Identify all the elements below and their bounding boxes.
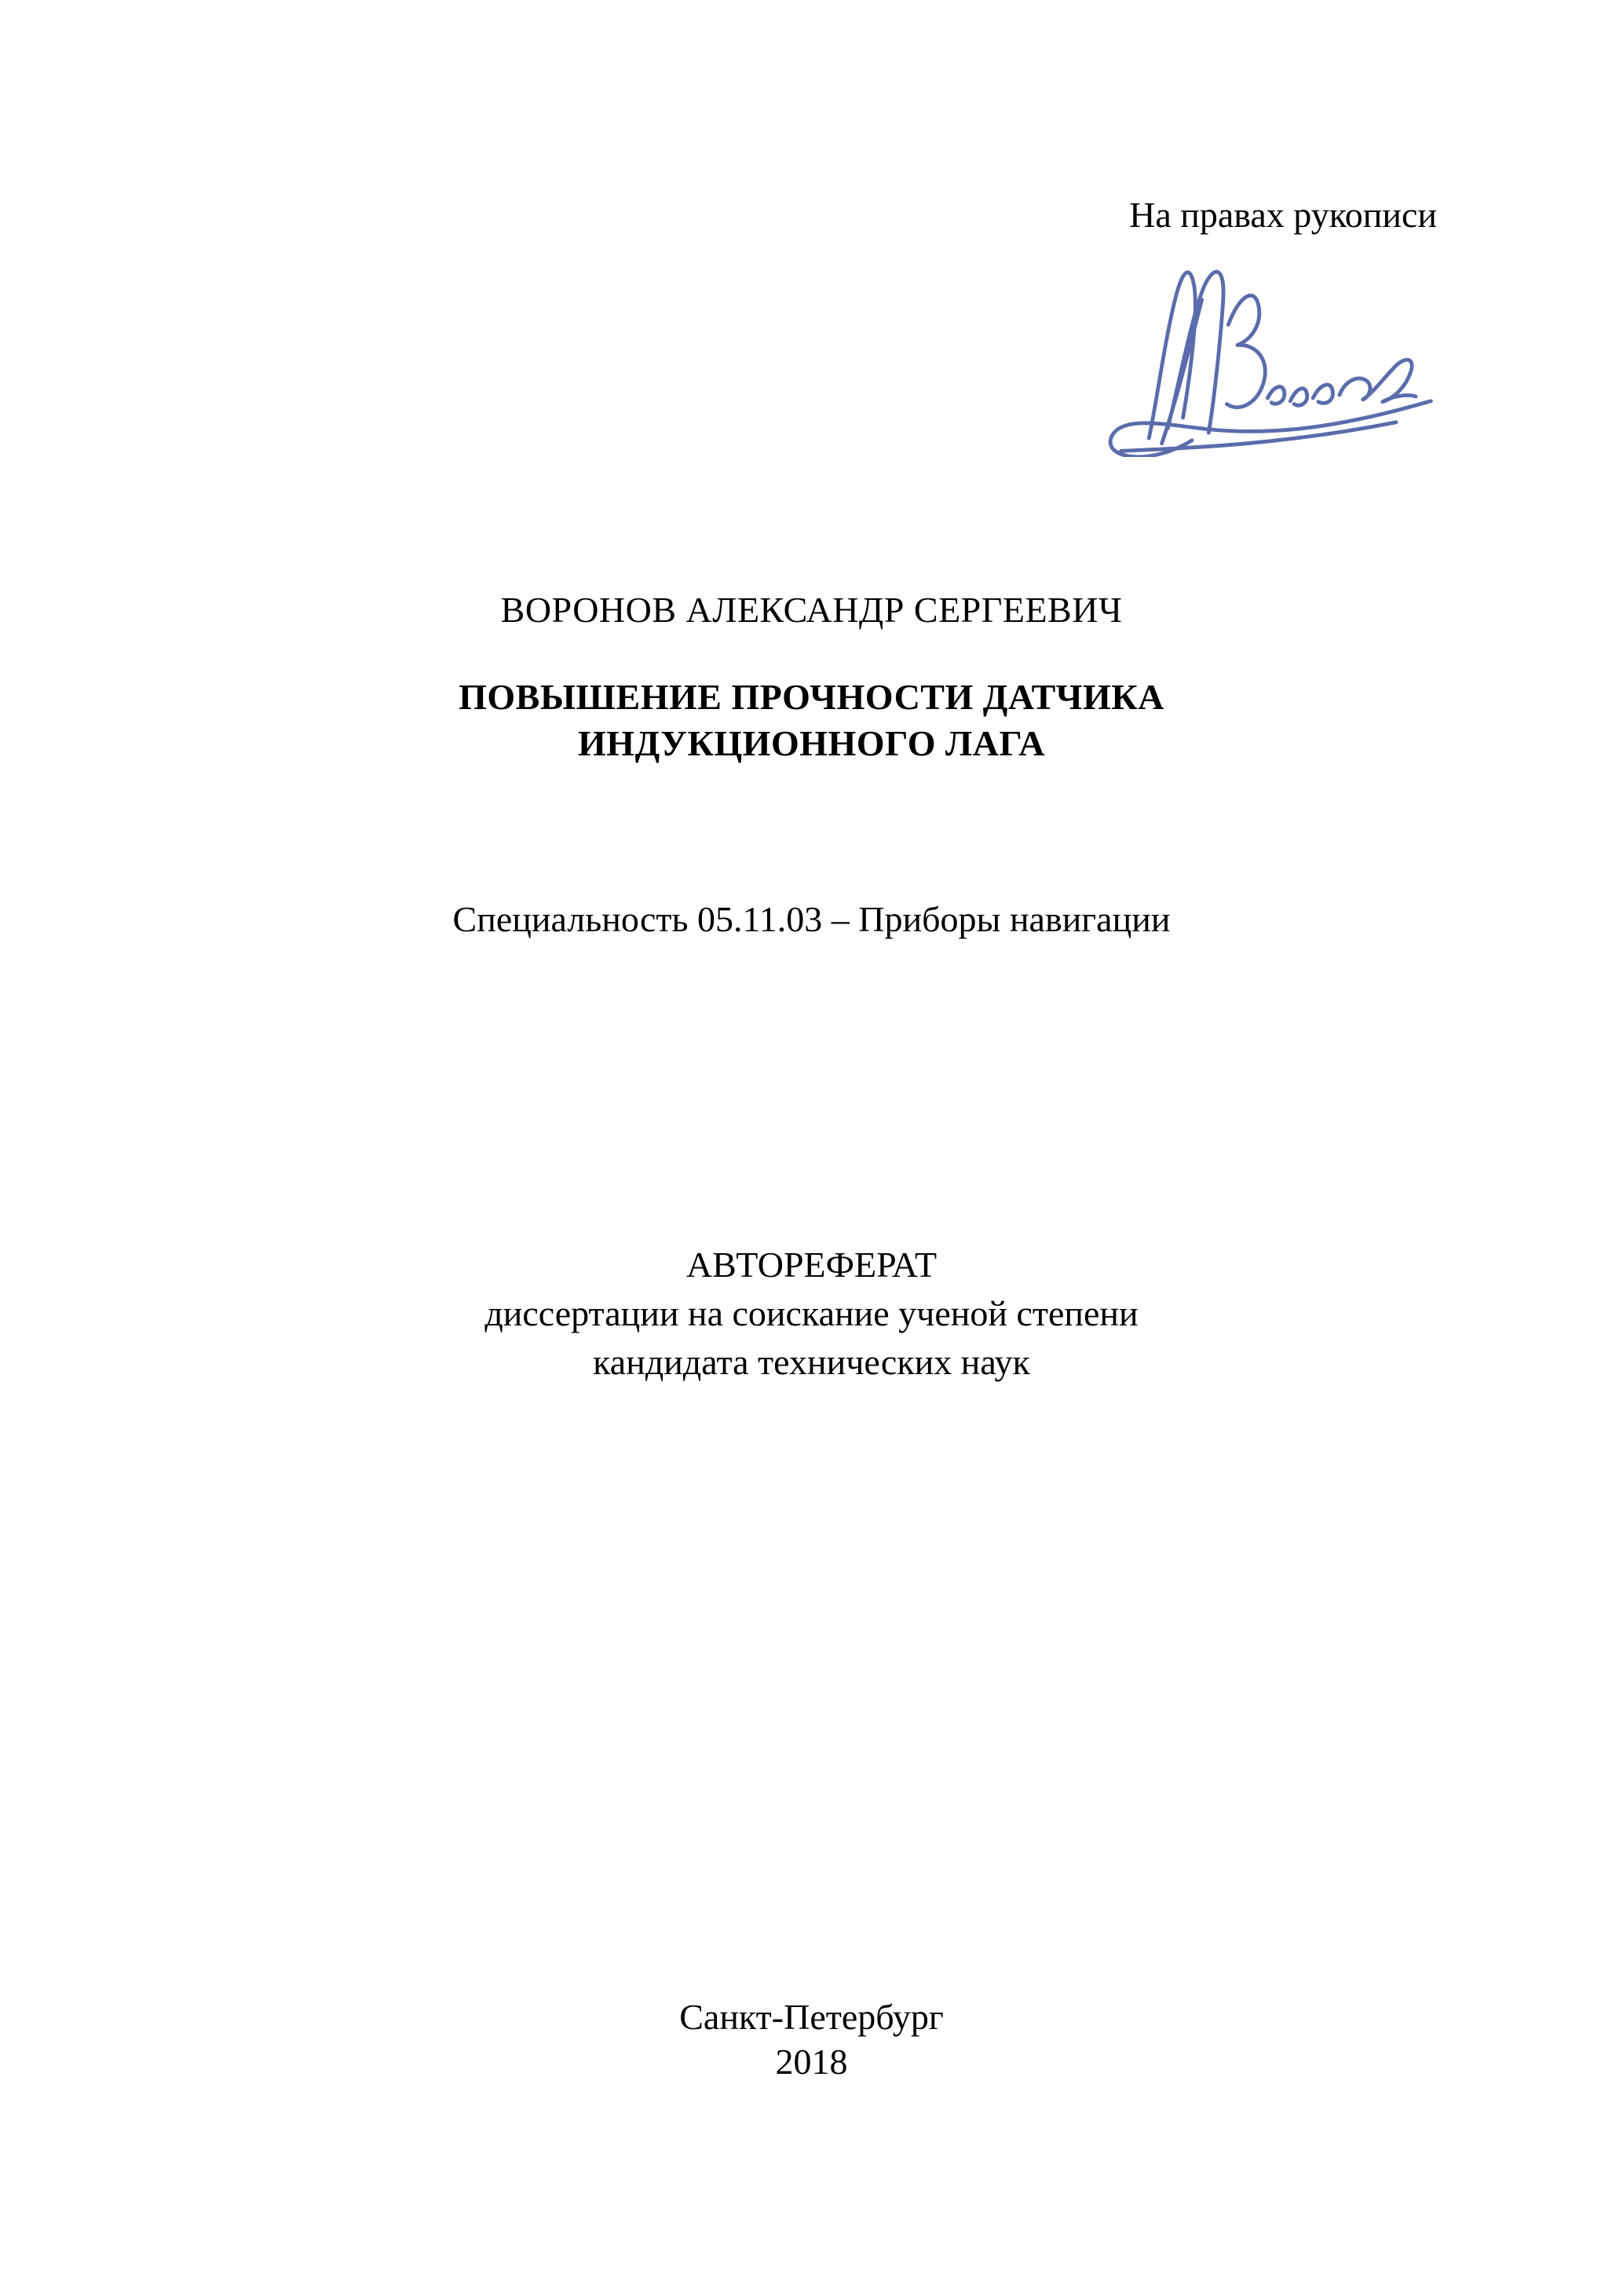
manuscript-rights-note: На правах рукописи bbox=[1129, 195, 1437, 235]
handwritten-signature-image bbox=[1068, 253, 1464, 457]
abstract-desc-line2: кандидата технических наук bbox=[593, 1342, 1030, 1382]
thesis-title-line2: ИНДУКЦИОННОГО ЛАГА bbox=[578, 723, 1045, 763]
thesis-title bbox=[0, 674, 1623, 766]
publication-year: 2018 bbox=[775, 2042, 848, 2082]
abstract-desc-line1: диссертации на соискание ученой степени bbox=[484, 1293, 1139, 1333]
city-name: Санкт-Петербург bbox=[679, 1997, 944, 2037]
thesis-title-line1: ПОВЫШЕНИЕ ПРОЧНОСТИ ДАТЧИКА bbox=[459, 677, 1164, 717]
city-year-block bbox=[0, 1994, 1623, 2084]
author-name: ВОРОНОВ АЛЕКСАНДР СЕРГЕЕВИЧ bbox=[500, 590, 1123, 630]
abstract-block bbox=[0, 1241, 1623, 1387]
abstract-heading: АВТОРЕФЕРАТ bbox=[685, 1245, 938, 1285]
specialty-line: Специальность 05.11.03 – Приборы навигации bbox=[452, 899, 1171, 939]
